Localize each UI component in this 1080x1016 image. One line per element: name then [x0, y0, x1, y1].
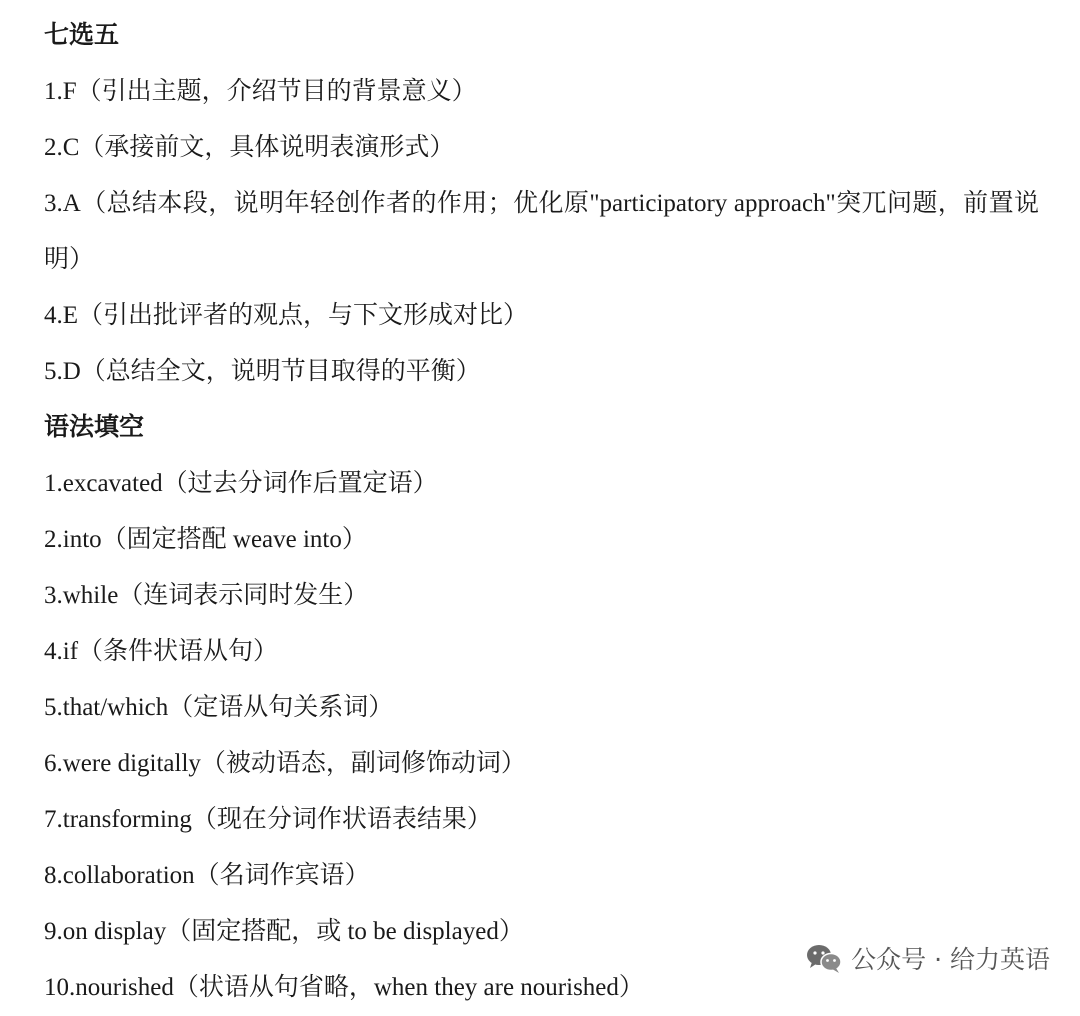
document-body	[44, 8, 1044, 1016]
wechat-icon	[805, 942, 843, 974]
answer-item: 2.C（承接前文，具体说明表演形式）	[44, 134, 455, 161]
answer-item: 1.F（引出主题，介绍节目的背景意义）	[44, 78, 477, 105]
answer-item: 5.that/which（定语从句关系词）	[44, 694, 394, 721]
answer-item: 4.if（条件状语从句）	[44, 638, 279, 665]
answer-item: 7.transforming（现在分词作状语表结果）	[44, 806, 492, 833]
answer-item: 3.A（总结本段，说明年轻创作者的作用；优化原"participatory approach"突兀问题，前置说明）	[44, 190, 1039, 273]
section-heading-qixuanwu: 七选五	[44, 22, 120, 49]
answer-item: 9.on display（固定搭配，或 to be displayed）	[44, 918, 524, 945]
wechat-watermark	[805, 940, 1050, 976]
answer-item: 6.were digitally（被动语态，副词修饰动词）	[44, 750, 526, 777]
answer-item: 5.D（总结全文，说明节目取得的平衡）	[44, 358, 481, 385]
section-heading-grammar: 语法填空	[44, 414, 145, 441]
watermark-text: 公众号 · 给力英语	[851, 945, 1050, 974]
answer-item: 8.collaboration（名词作宾语）	[44, 862, 370, 889]
answer-item: 10.nourished（状语从句省略，when they are nourished）	[44, 974, 644, 1001]
answer-item: 3.while（连词表示同时发生）	[44, 582, 369, 609]
answer-item: 4.E（引出批评者的观点，与下文形成对比）	[44, 302, 529, 329]
answer-item: 2.into（固定搭配 weave into）	[44, 526, 367, 553]
answer-item: 1.excavated（过去分词作后置定语）	[44, 470, 438, 497]
